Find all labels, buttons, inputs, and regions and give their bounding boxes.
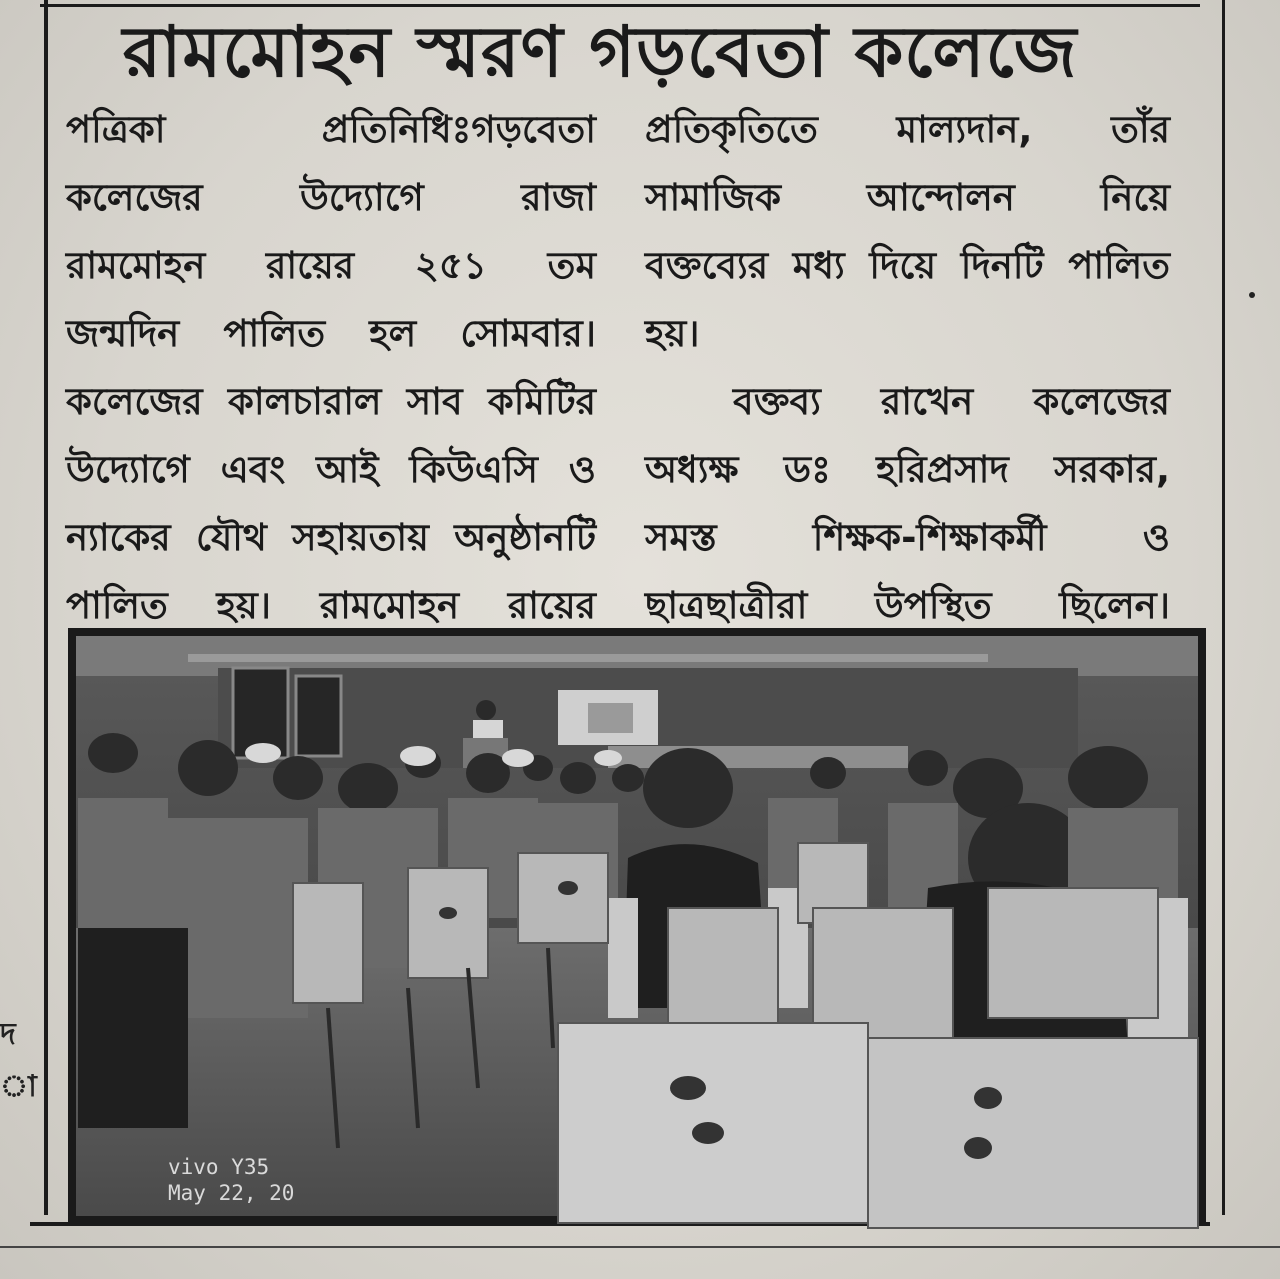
article-left-column xyxy=(66,96,596,640)
chair xyxy=(813,908,953,1038)
article-line: রামমোহন রায়ের ২৫১ তম xyxy=(66,244,596,287)
article-line: অধ্যক্ষ ডঃ হরিপ্রসাদ সরকার, xyxy=(645,448,1170,491)
article-line: উদ্যোগে এবং আই কিউএসি ও xyxy=(66,448,596,491)
camera-label: vivo Y35 xyxy=(168,1155,270,1179)
article-line: পালিত হয়। রামমোহন রায়ের xyxy=(66,584,596,627)
top-rule xyxy=(40,4,1200,7)
article-line: হয়। xyxy=(645,312,700,355)
photo-date-label: May 22, 20 xyxy=(168,1181,295,1205)
margin-dot xyxy=(1249,292,1255,298)
chair xyxy=(293,883,363,1003)
article-line: বক্তব্যের মধ্য দিয়ে দিনটি পালিত xyxy=(645,244,1170,287)
article-line: ছাত্রছাত্রীরা উপস্থিত ছিলেন। xyxy=(645,584,1170,627)
article-line: জন্মদিন পালিত হল সোমবার। xyxy=(66,312,596,355)
article-line: প্রতিকৃতিতে মাল্যদান, তাঁর xyxy=(645,108,1170,151)
bottom-rule-lower xyxy=(0,1246,1280,1248)
chair xyxy=(668,908,778,1028)
article-line: ন্যাকের যৌথ সহায়তায় অনুষ্ঠানটি xyxy=(66,516,596,559)
chair xyxy=(868,1038,1198,1228)
column-rule-left xyxy=(44,0,48,1215)
window xyxy=(296,676,341,756)
camera-watermark xyxy=(168,1154,294,1206)
auditorium-scene xyxy=(68,628,1206,1224)
article-line: সমস্ত শিক্ষক-শিক্ষাকর্মী ও xyxy=(645,516,1170,559)
article-line: সামাজিক আন্দোলন নিয়ে xyxy=(645,176,1170,219)
margin-fragment: া xyxy=(0,1069,37,1104)
chair xyxy=(408,868,488,978)
chair xyxy=(988,888,1158,1018)
column-rule-right xyxy=(1222,0,1225,1215)
article-line: বক্তব্য রাখেন কলেজের xyxy=(733,380,1170,423)
margin-fragment: দ xyxy=(0,1017,16,1052)
chair xyxy=(518,853,608,943)
headline: রামমোহন স্মরণ গড়বেতা কলেজে xyxy=(122,11,1078,93)
article-line: কলেজের উদ্যোগে রাজা xyxy=(66,176,596,219)
article-right-column xyxy=(645,96,1170,640)
article-line: পত্রিকা প্রতিনিধিঃগড়বেতা xyxy=(66,108,596,151)
article-line: কলেজের কালচারাল সাব কমিটির xyxy=(66,380,596,423)
event-photo xyxy=(68,628,1206,1224)
